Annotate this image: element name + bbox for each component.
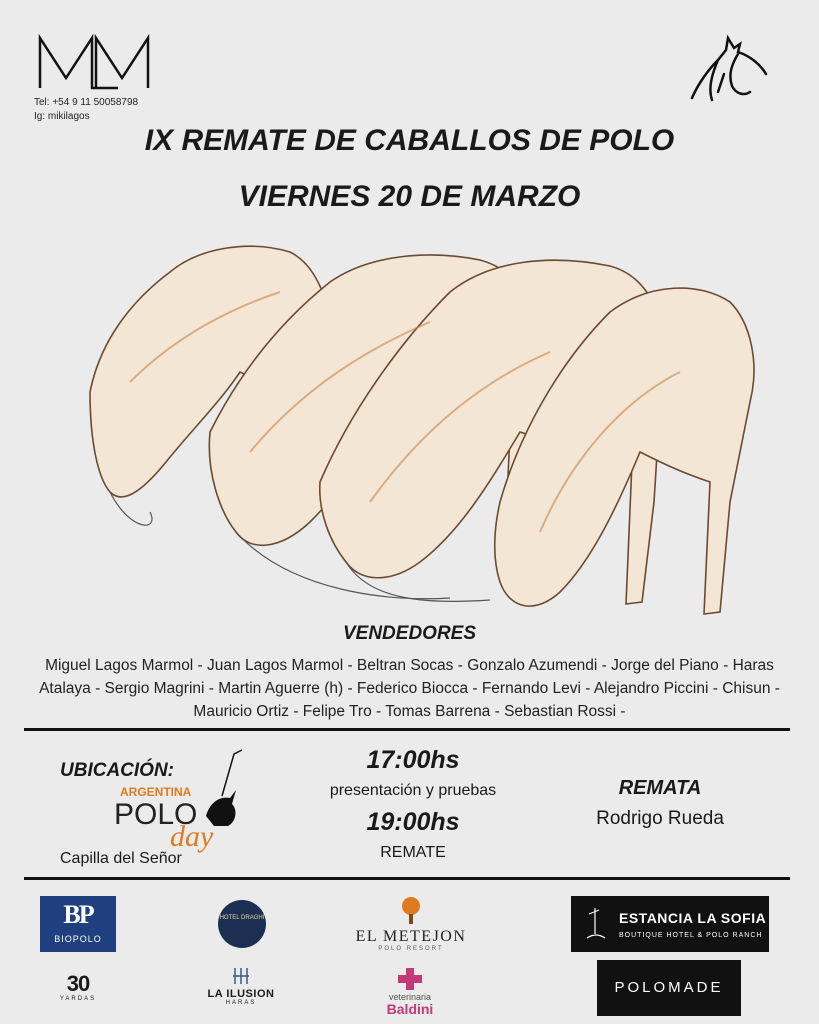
- contact-info: [34, 96, 138, 124]
- event-presentacion: presentación y pruebas: [329, 782, 497, 799]
- metejon-sub: POLO RESORT: [378, 946, 444, 952]
- divider-top: [24, 728, 790, 731]
- sponsor-polomade: POLOMADE: [597, 960, 741, 1016]
- sponsor-30-yardas: [48, 972, 108, 1012]
- mlm-logo: [38, 34, 150, 90]
- contact-tel: Tel: +54 9 11 50058798: [34, 97, 139, 108]
- metejon-name: EL METEJON: [355, 928, 467, 945]
- baldini-vet: veterinaria: [388, 992, 432, 1002]
- ilusion-sub: HARAS: [225, 1000, 257, 1006]
- logo-argentina: ARGENTINA: [120, 785, 192, 799]
- argentina-polo-day-logo: [110, 746, 250, 864]
- ubicacion-heading: UBICACIÓN:: [60, 760, 174, 781]
- logo-polo: POLO: [114, 798, 198, 831]
- vendedores-heading: VENDEDORES: [342, 623, 477, 644]
- event-remate: REMATE: [380, 844, 446, 861]
- biopolo-monogram-icon: BP: [63, 900, 93, 929]
- auctioneer-name: Rodrigo Rueda: [596, 808, 724, 829]
- location-place: Capilla del Señor: [60, 850, 182, 867]
- event-date: VIERNES 20 DE MARZO: [238, 180, 581, 213]
- horse-head-icon: [688, 34, 770, 104]
- vendedores-list: Miguel Lagos Marmol - Juan Lagos Marmol - Beltran Socas - Gonzalo Azumendi - Jorge del Piano - Haras Atalaya - Sergio Magrini - Martin Aguerre (h) - Federico Biocca - Fernando Levi - Alejandro Piccini - Chisun - Mauricio Ortiz - Felipe Tro - Tomas Barrena - Sebastian Rossi -: [39, 657, 780, 720]
- sponsor-hotel-draghi: [218, 900, 266, 948]
- yardas-number: 30: [66, 971, 90, 996]
- lasofia-sub: BOUTIQUE HOTEL & POLO RANCH: [619, 932, 763, 939]
- sponsor-la-ilusion: [196, 966, 286, 1012]
- contact-ig: Ig: mikilagos: [34, 111, 90, 122]
- remata-heading: REMATA: [618, 777, 702, 799]
- draghi-label: HOTEL DRAGHI: [219, 915, 265, 921]
- tree-icon: [398, 896, 424, 926]
- vet-cross-icon: [396, 966, 424, 992]
- time-remate: 19:00hs: [366, 808, 460, 836]
- logo-day: day: [170, 820, 214, 853]
- baldini-name: Baldini: [386, 1001, 434, 1017]
- divider-bottom: [24, 877, 790, 880]
- sponsor-el-metejon: [346, 896, 476, 956]
- la-sofia-emblem-icon: [579, 904, 611, 944]
- ilusion-name: LA ILUSION: [207, 988, 275, 1000]
- event-title: IX REMATE DE CABALLOS DE POLO: [144, 124, 675, 157]
- sponsor-veterinaria-baldini: [374, 964, 446, 1020]
- ilusion-emblem-icon: [232, 966, 250, 986]
- sponsor-biopolo: [40, 896, 116, 952]
- lasofia-name: ESTANCIA LA SOFIA: [619, 910, 767, 926]
- sponsor-estancia-la-sofia: [571, 896, 769, 952]
- time-presentacion: 17:00hs: [366, 746, 460, 774]
- horses-illustration: [70, 232, 760, 624]
- yardas-label: YARDAS: [59, 996, 97, 1002]
- biopolo-label: BIOPOLO: [54, 934, 102, 944]
